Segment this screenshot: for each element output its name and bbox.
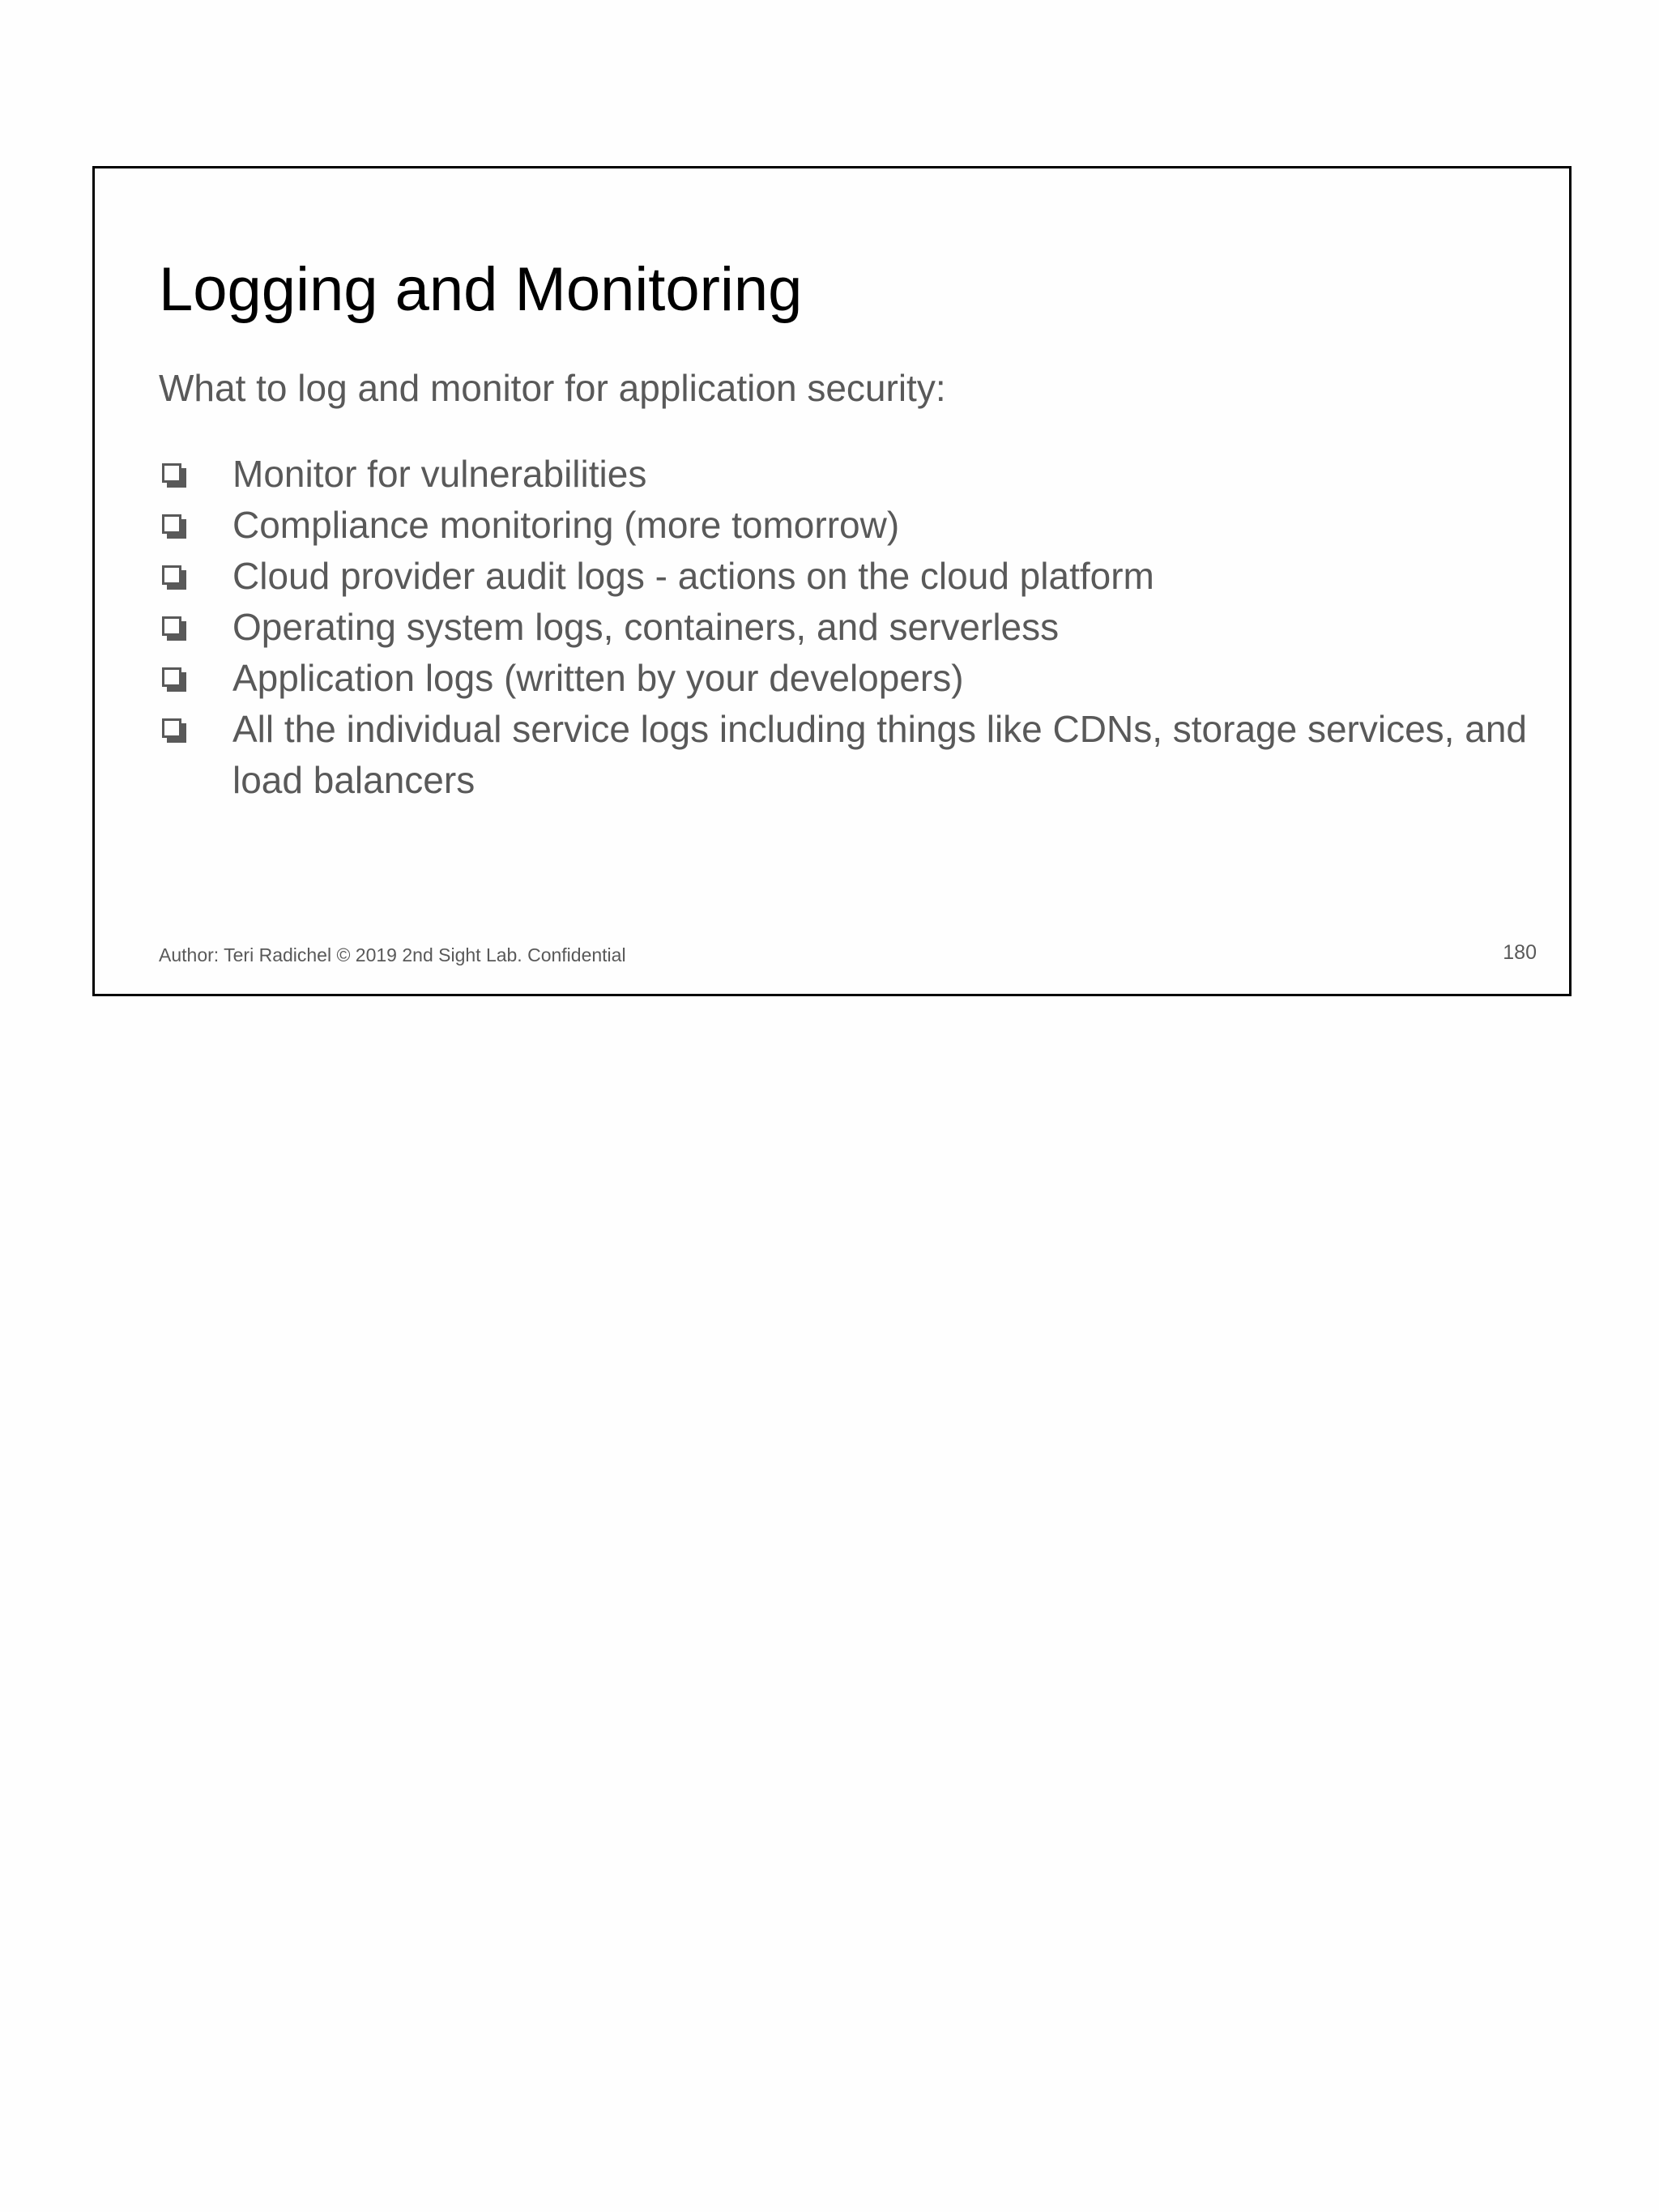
list-item-text: Compliance monitoring (more tomorrow) [232,504,900,546]
checkbox-icon [159,653,232,704]
list-item [159,704,1528,806]
slide-title: Logging and Monitoring [159,255,803,324]
list-item [159,551,1528,602]
slide-intro: What to log and monitor for application security: [159,367,946,409]
slide [92,166,1572,996]
list-item-text: All the individual service logs including things like CDNs, storage services, and load balancers [232,708,1527,801]
footer-author: Author: Teri Radichel © 2019 2nd Sight Lab. Confidential [159,944,626,965]
page-number: 180 [1503,941,1537,964]
list-item [159,602,1528,653]
checkbox-icon [159,551,232,602]
checkbox-icon [159,602,232,653]
list-item-text: Application logs (written by your developers) [232,657,964,699]
checkbox-icon [159,449,232,500]
list-item-text: Cloud provider audit logs - actions on the cloud platform [232,555,1154,597]
bullet-list [159,449,1528,806]
list-item [159,653,1528,704]
list-item-text: Monitor for vulnerabilities [232,453,647,495]
list-item [159,500,1528,551]
checkbox-icon [159,704,232,755]
checkbox-icon [159,500,232,551]
list-item [159,449,1528,500]
list-item-text: Operating system logs, containers, and serverless [232,606,1060,648]
